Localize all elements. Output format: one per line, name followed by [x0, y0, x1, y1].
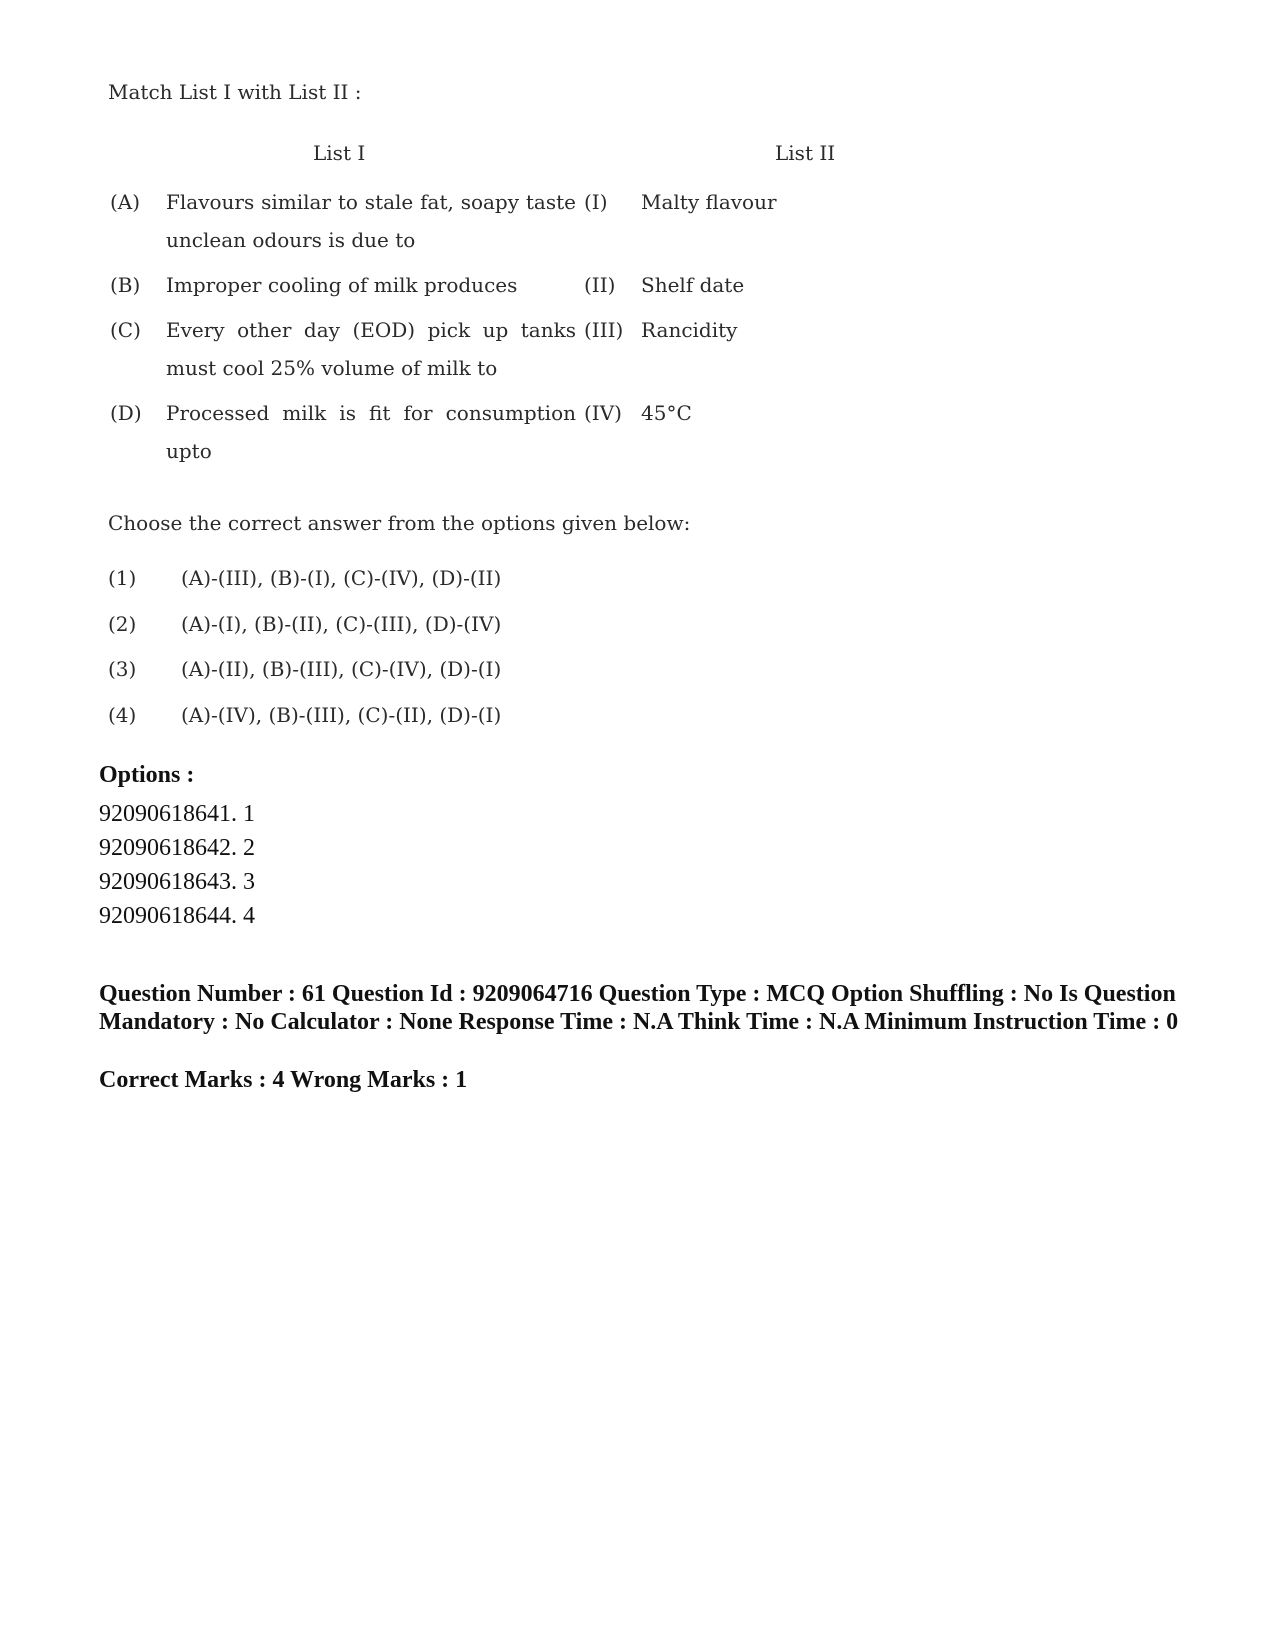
answer-number: (4): [108, 702, 137, 727]
option-id-item: 92090618644. 4: [99, 903, 255, 929]
list-2-text: Shelf date: [641, 273, 745, 297]
option-id-item: 92090618641. 1: [99, 801, 255, 827]
answer-number: (1): [108, 566, 137, 590]
marks-info: Correct Marks : 4 Wrong Marks : 1: [99, 1067, 468, 1093]
answer-text: (A)-(III), (B)-(I), (C)-(IV), (D)-(II): [181, 566, 502, 590]
answer-choice: [108, 703, 501, 749]
answer-text: (A)-(IV), (B)-(III), (C)-(II), (D)-(I): [181, 702, 502, 727]
choose-instruction: Choose the correct answer from the options given below:: [108, 511, 691, 535]
answer-choice: [108, 612, 501, 658]
answer-number: (3): [108, 657, 137, 681]
answer-choices: [108, 566, 501, 748]
answer-choice: [108, 566, 501, 612]
list-1-key: (B): [110, 273, 141, 297]
list-2-key: (IV): [584, 401, 622, 425]
list-2-key: (II): [584, 273, 616, 297]
list-1-heading: List I: [313, 141, 366, 165]
list-1-key: (A): [110, 190, 141, 214]
match-row: [110, 266, 860, 311]
answer-text: (A)-(II), (B)-(III), (C)-(IV), (D)-(I): [181, 657, 502, 681]
list-1-key: (C): [110, 318, 141, 342]
option-id-item: 92090618642. 2: [99, 835, 255, 861]
question-metadata: Question Number : 61 Question Id : 9209064716 Question Type : MCQ Option Shuffling : No Is Question Mandatory : No Calculator : None Response Time : N.A Think Time : N.A Minimum Instruction Time : 0: [99, 981, 1179, 1035]
match-row: [110, 394, 860, 477]
list-1-text: Flavours similar to stale fat, soapy taste unclean odours is due to: [166, 190, 576, 252]
list-1-text: Improper cooling of milk produces: [166, 273, 518, 297]
list-2-text: Rancidity: [641, 318, 738, 342]
list-2-key: (III): [584, 318, 624, 342]
option-id-list: [99, 797, 1189, 933]
question-intro: Match List I with List II :: [108, 80, 362, 104]
match-row: [110, 183, 860, 266]
list-2-text: Malty flavour: [641, 190, 777, 214]
answer-text: (A)-(I), (B)-(II), (C)-(III), (D)-(IV): [181, 611, 502, 636]
list-2-key: (I): [584, 190, 608, 214]
list-2-text: 45°C: [641, 401, 692, 425]
list-1-key: (D): [110, 401, 142, 425]
option-id-item: 92090618643. 3: [99, 869, 255, 895]
answer-choice: [108, 657, 501, 703]
options-heading: Options :: [99, 762, 195, 788]
match-table: [110, 183, 860, 477]
list-1-text: Processed milk is fit for consumption upto: [166, 401, 576, 463]
list-2-heading: List II: [775, 141, 836, 165]
answer-number: (2): [108, 611, 137, 636]
list-1-text: Every other day (EOD) pick up tanks must cool 25% volume of milk to: [166, 318, 576, 380]
match-row: [110, 311, 860, 394]
